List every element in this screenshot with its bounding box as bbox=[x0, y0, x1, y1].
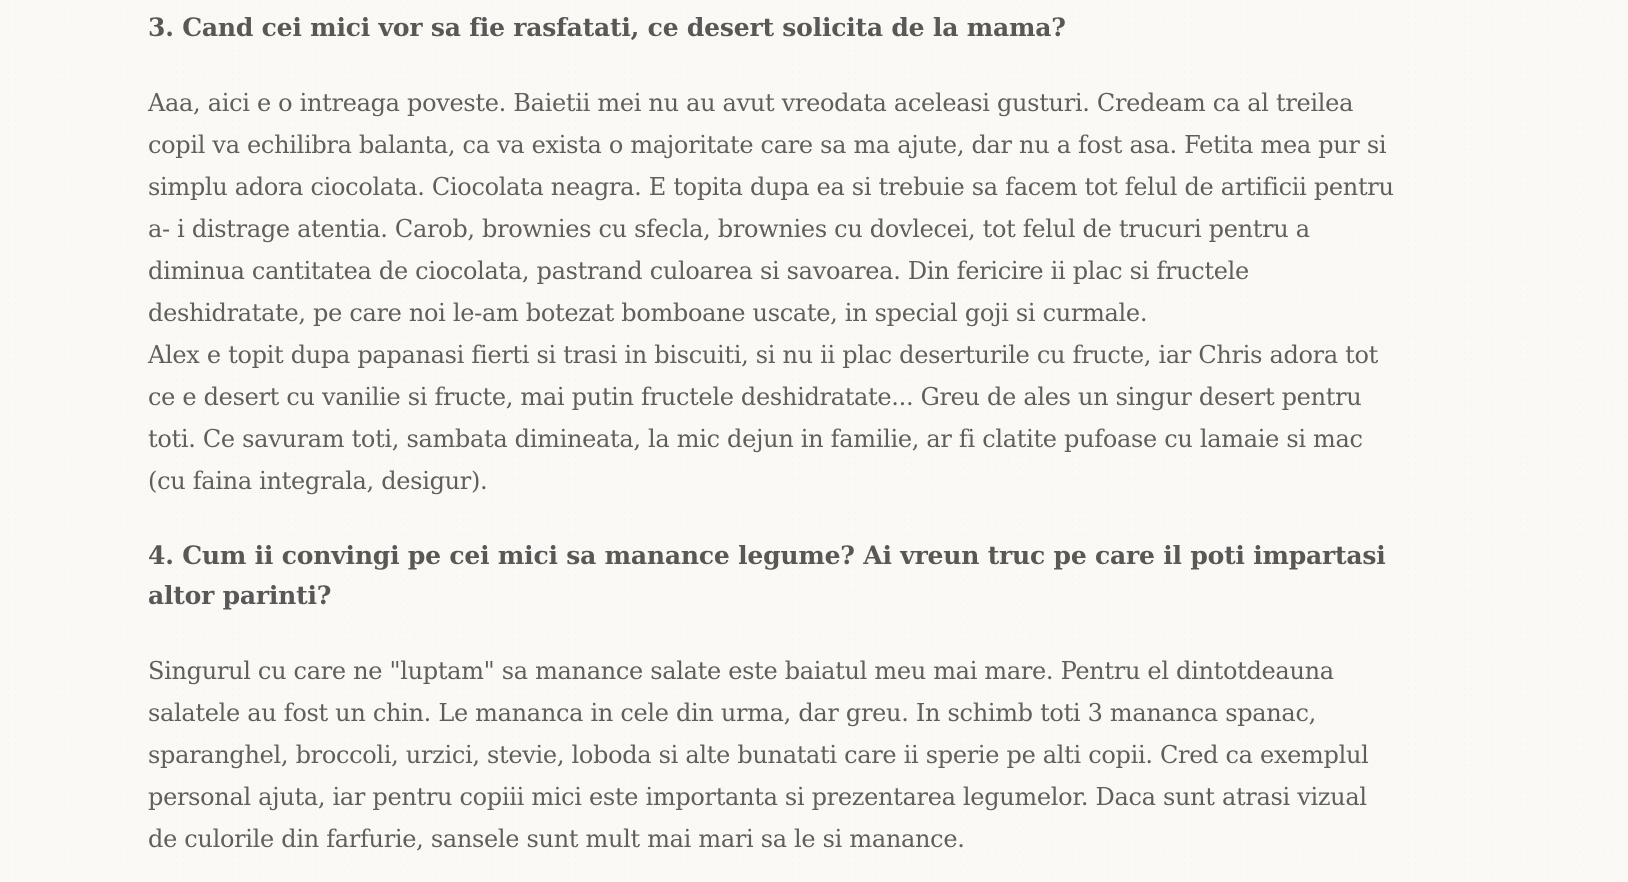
article-content bbox=[148, 8, 1398, 860]
answer-3-paragraph-2: Alex e topit dupa papanasi fierti si trasi in biscuiti, si nu ii plac deserturile cu fructe, iar Chris adora tot ce e desert cu vanilie si fructe, mai putin fructele deshidratate... Greu de ales un singur desert pentru toti. Ce savuram toti, sambata dimineata, la mic dejun in familie, ar fi clatite pufoase cu lamaie si mac (cu faina integrala, desigur). bbox=[148, 341, 1379, 495]
question-4-answer bbox=[148, 650, 1398, 860]
answer-3-paragraph-1: Aaa, aici e o intreaga poveste. Baietii mei nu au avut vreodata aceleasi gusturi. Credeam ca al treilea copil va echilibra balanta, ca va exista o majoritate care sa ma ajute, dar nu a fost asa. Fetita mea pur si simplu adora ciocolata. Ciocolata neagra. E topita dupa ea si trebuie sa facem tot felul de artificii pentru a- i distrage atentia. Carob, brownies cu sfecla, brownies cu dovlecei, tot felul de trucuri pentru a diminua cantitatea de ciocolata, pastrand culoarea si savoarea. Din fericire ii plac si fructele deshidratate, pe care noi le-am botezat bomboane uscate, in special goji si curmale. bbox=[148, 89, 1394, 327]
spacer bbox=[148, 616, 1398, 650]
question-4-heading: 4. Cum ii convingi pe cei mici sa manance legume? Ai vreun truc pe care il poti impartasi altor parinti? bbox=[148, 541, 1386, 610]
spacer bbox=[148, 502, 1398, 536]
spacer bbox=[148, 48, 1398, 82]
question-3-answer bbox=[148, 82, 1398, 502]
question-3-heading: 3. Cand cei mici vor sa fie rasfatati, ce desert solicita de la mama? bbox=[148, 13, 1066, 42]
answer-4-paragraph-1: Singurul cu care ne "luptam" sa manance salate este baiatul meu mai mare. Pentru el dintotdeauna salatele au fost un chin. Le mananca in cele din urma, dar greu. In schimb toti 3 mananca spanac, sparanghel, broccoli, urzici, stevie, loboda si alte bunatati care ii sperie pe alti copii. Cred ca exemplul personal ajuta, iar pentru copiii mici este importanta si prezentarea legumelor. Daca sunt atrasi vizual de culorile din farfurie, sansele sunt mult mai mari sa le si manance. bbox=[148, 657, 1369, 853]
